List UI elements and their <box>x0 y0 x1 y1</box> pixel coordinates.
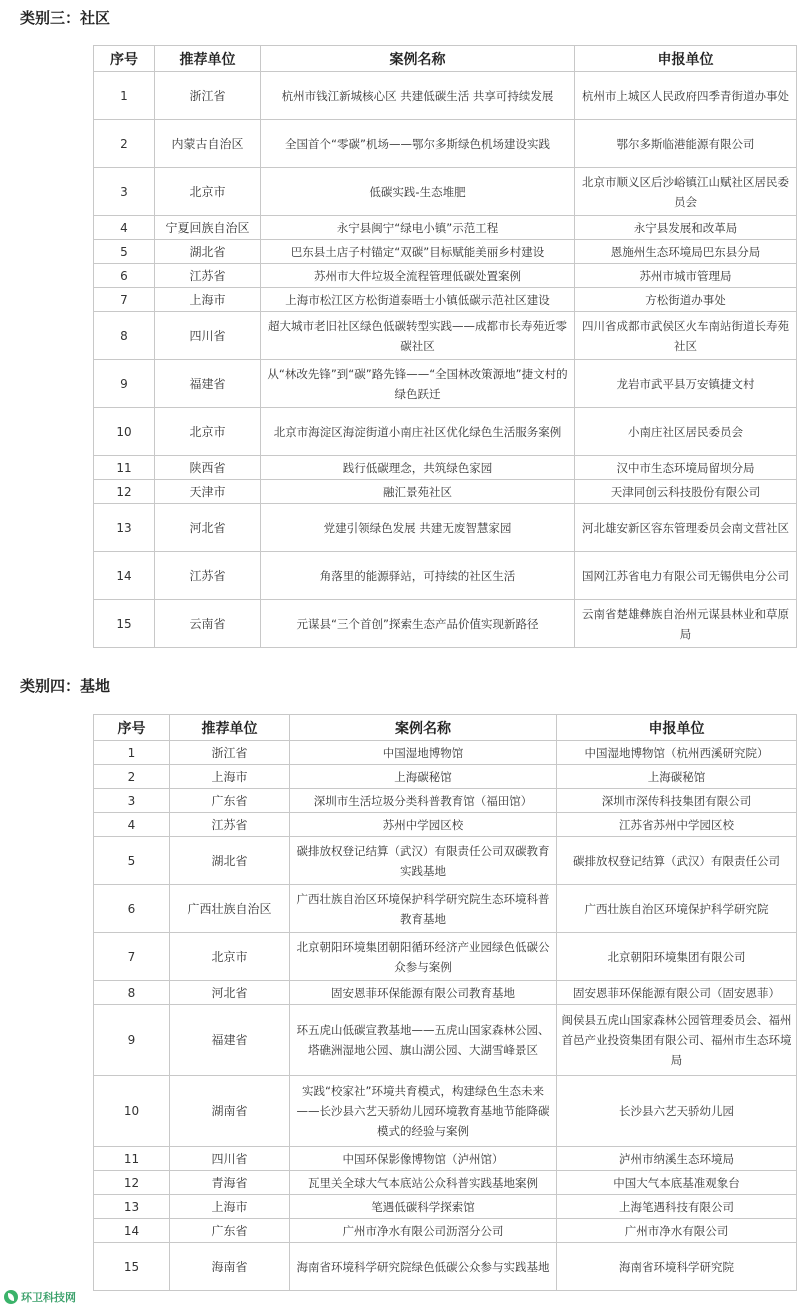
cell-case-name: 广西壮族自治区环境保护科学研究院生态环境科普教育基地 <box>290 885 557 933</box>
cell-recommender: 福建省 <box>170 1005 290 1076</box>
cell-applicant: 江苏省苏州中学园区校 <box>557 813 797 837</box>
table-row <box>94 600 797 648</box>
col-header-case-name: 案例名称 <box>261 46 575 72</box>
cell-applicant: 广州市净水有限公司 <box>557 1219 797 1243</box>
cell-index: 13 <box>94 1195 170 1219</box>
cell-recommender: 浙江省 <box>155 72 261 120</box>
cell-index: 3 <box>94 789 170 813</box>
cell-index: 9 <box>94 360 155 408</box>
cell-index: 14 <box>94 552 155 600</box>
cell-recommender: 四川省 <box>155 312 261 360</box>
table-row <box>94 552 797 600</box>
cell-recommender: 天津市 <box>155 480 261 504</box>
cell-applicant: 汉中市生态环境局留坝分局 <box>575 456 797 480</box>
cell-case-name: 杭州市钱江新城核心区 共建低碳生活 共享可持续发展 <box>261 72 575 120</box>
section-title-community: 类别三：社区 <box>20 9 111 27</box>
table-row <box>94 981 797 1005</box>
cell-applicant: 闽侯县五虎山国家森林公园管理委员会、福州首邑产业投资集团有限公司、福州市生态环境局 <box>557 1005 797 1076</box>
cell-index: 10 <box>94 408 155 456</box>
cell-recommender: 浙江省 <box>170 741 290 765</box>
table-row <box>94 933 797 981</box>
cell-applicant: 云南省楚雄彝族自治州元谋县林业和草原局 <box>575 600 797 648</box>
base-cases-table <box>93 714 797 1291</box>
cell-index: 1 <box>94 72 155 120</box>
cell-case-name: 笔遇低碳科学探索馆 <box>290 1195 557 1219</box>
cell-recommender: 江苏省 <box>155 264 261 288</box>
cell-recommender: 广东省 <box>170 789 290 813</box>
cell-case-name: 北京朝阳环境集团朝阳循环经济产业园绿色低碳公众参与案例 <box>290 933 557 981</box>
table-row <box>94 72 797 120</box>
cell-index: 6 <box>94 885 170 933</box>
cell-case-name: 环五虎山低碳宣教基地——五虎山国家森林公园、塔礁洲湿地公园、旗山湖公园、大湖雪峰景区 <box>290 1005 557 1076</box>
table-row <box>94 885 797 933</box>
table-row <box>94 1076 797 1147</box>
table-row <box>94 216 797 240</box>
cell-applicant: 广西壮族自治区环境保护科学研究院 <box>557 885 797 933</box>
cell-recommender: 上海市 <box>170 1195 290 1219</box>
cell-index: 4 <box>94 813 170 837</box>
cell-case-name: 超大城市老旧社区绿色低碳转型实践——成都市长寿苑近零碳社区 <box>261 312 575 360</box>
cell-case-name: 实践“校家社”环境共育模式，构建绿色生态未来 ——长沙县六艺天骄幼儿园环境教育基地节能降碳模式的经验与案例 <box>290 1076 557 1147</box>
table-row <box>94 741 797 765</box>
cell-recommender: 江苏省 <box>170 813 290 837</box>
cell-index: 7 <box>94 933 170 981</box>
col-header-applicant: 申报单位 <box>557 715 797 741</box>
cell-case-name: 北京市海淀区海淀街道小南庄社区优化绿色生活服务案例 <box>261 408 575 456</box>
col-header-index: 序号 <box>94 46 155 72</box>
cell-recommender: 湖北省 <box>155 240 261 264</box>
cell-recommender: 河北省 <box>170 981 290 1005</box>
cell-applicant: 国网江苏省电力有限公司无锡供电分公司 <box>575 552 797 600</box>
section-title-base: 类别四：基地 <box>20 677 111 695</box>
table-row <box>94 240 797 264</box>
cell-case-name: 巴东县土店子村锚定“双碳”目标赋能美丽乡村建设 <box>261 240 575 264</box>
cell-recommender: 内蒙古自治区 <box>155 120 261 168</box>
cell-index: 5 <box>94 837 170 885</box>
cell-index: 6 <box>94 264 155 288</box>
cell-index: 11 <box>94 456 155 480</box>
cell-recommender: 广西壮族自治区 <box>170 885 290 933</box>
cell-index: 5 <box>94 240 155 264</box>
cell-index: 9 <box>94 1005 170 1076</box>
cell-index: 4 <box>94 216 155 240</box>
cell-case-name: 低碳实践-生态堆肥 <box>261 168 575 216</box>
table-row <box>94 813 797 837</box>
table-row <box>94 312 797 360</box>
cell-recommender: 云南省 <box>155 600 261 648</box>
table-row <box>94 1219 797 1243</box>
cell-applicant: 北京朝阳环境集团有限公司 <box>557 933 797 981</box>
cell-case-name: 永宁县闽宁“绿电小镇”示范工程 <box>261 216 575 240</box>
table-header-row <box>94 46 797 72</box>
community-cases-table <box>93 45 797 648</box>
cell-case-name: 海南省环境科学研究院绿色低碳公众参与实践基地 <box>290 1243 557 1291</box>
col-header-recommender: 推荐单位 <box>155 46 261 72</box>
cell-applicant: 鄂尔多斯临港能源有限公司 <box>575 120 797 168</box>
cell-applicant: 北京市顺义区后沙峪镇江山赋社区居民委员会 <box>575 168 797 216</box>
cell-case-name: 中国环保影像博物馆（泸州馆） <box>290 1147 557 1171</box>
col-header-applicant: 申报单位 <box>575 46 797 72</box>
cell-applicant: 苏州市城市管理局 <box>575 264 797 288</box>
cell-recommender: 广东省 <box>170 1219 290 1243</box>
cell-case-name: 融汇景苑社区 <box>261 480 575 504</box>
cell-applicant: 固安恩菲环保能源有限公司（固安恩菲） <box>557 981 797 1005</box>
cell-recommender: 北京市 <box>155 408 261 456</box>
table-row <box>94 1243 797 1291</box>
table-row <box>94 456 797 480</box>
cell-index: 11 <box>94 1147 170 1171</box>
cell-index: 3 <box>94 168 155 216</box>
cell-index: 15 <box>94 600 155 648</box>
table-row <box>94 1005 797 1076</box>
cell-applicant: 上海碳秘馆 <box>557 765 797 789</box>
cell-index: 8 <box>94 981 170 1005</box>
cell-applicant: 方松街道办事处 <box>575 288 797 312</box>
cell-recommender: 北京市 <box>155 168 261 216</box>
cell-applicant: 上海笔遇科技有限公司 <box>557 1195 797 1219</box>
cell-applicant: 河北雄安新区容东管理委员会南文营社区 <box>575 504 797 552</box>
cell-recommender: 北京市 <box>170 933 290 981</box>
table-row <box>94 504 797 552</box>
cell-applicant: 永宁县发展和改革局 <box>575 216 797 240</box>
cell-case-name: 践行低碳理念，共筑绿色家园 <box>261 456 575 480</box>
table-row <box>94 1171 797 1195</box>
cell-applicant: 四川省成都市武侯区火车南站街道长寿苑社区 <box>575 312 797 360</box>
cell-case-name: 上海碳秘馆 <box>290 765 557 789</box>
cell-recommender: 福建省 <box>155 360 261 408</box>
cell-index: 12 <box>94 1171 170 1195</box>
cell-case-name: 上海市松江区方松街道泰晤士小镇低碳示范社区建设 <box>261 288 575 312</box>
watermark-text: 环卫科技网 <box>21 1291 76 1304</box>
cell-recommender: 上海市 <box>170 765 290 789</box>
cell-case-name: 深圳市生活垃圾分类科普教育馆（福田馆） <box>290 789 557 813</box>
table-body <box>94 72 797 648</box>
cell-case-name: 瓦里关全球大气本底站公众科普实践基地案例 <box>290 1171 557 1195</box>
table-row <box>94 765 797 789</box>
table-body <box>94 741 797 1291</box>
table-row <box>94 360 797 408</box>
cell-applicant: 小南庄社区居民委员会 <box>575 408 797 456</box>
cell-recommender: 海南省 <box>170 1243 290 1291</box>
cell-index: 13 <box>94 504 155 552</box>
table-row <box>94 264 797 288</box>
col-header-recommender: 推荐单位 <box>170 715 290 741</box>
table-row <box>94 789 797 813</box>
cell-recommender: 湖南省 <box>170 1076 290 1147</box>
cell-applicant: 中国湿地博物馆（杭州西溪研究院） <box>557 741 797 765</box>
cell-recommender: 陕西省 <box>155 456 261 480</box>
table-row <box>94 1147 797 1171</box>
cell-case-name: 党建引领绿色发展 共建无废智慧家园 <box>261 504 575 552</box>
cell-case-name: 苏州中学园区校 <box>290 813 557 837</box>
cell-index: 10 <box>94 1076 170 1147</box>
cell-case-name: 苏州市大件垃圾全流程管理低碳处置案例 <box>261 264 575 288</box>
cell-applicant: 泸州市纳溪生态环境局 <box>557 1147 797 1171</box>
cell-applicant: 中国大气本底基准观象台 <box>557 1171 797 1195</box>
cell-case-name: 固安恩菲环保能源有限公司教育基地 <box>290 981 557 1005</box>
cell-index: 1 <box>94 741 170 765</box>
cell-applicant: 龙岩市武平县万安镇捷文村 <box>575 360 797 408</box>
cell-applicant: 长沙县六艺天骄幼儿园 <box>557 1076 797 1147</box>
cell-applicant: 海南省环境科学研究院 <box>557 1243 797 1291</box>
cell-index: 15 <box>94 1243 170 1291</box>
cell-case-name: 碳排放权登记结算（武汉）有限责任公司双碳教育实践基地 <box>290 837 557 885</box>
cell-recommender: 湖北省 <box>170 837 290 885</box>
leaf-logo-icon <box>4 1290 18 1304</box>
cell-applicant: 恩施州生态环境局巴东县分局 <box>575 240 797 264</box>
watermark-logo <box>4 1289 76 1305</box>
col-header-index: 序号 <box>94 715 170 741</box>
cell-applicant: 碳排放权登记结算（武汉）有限责任公司 <box>557 837 797 885</box>
table-header-row <box>94 715 797 741</box>
cell-case-name: 广州市净水有限公司沥滘分公司 <box>290 1219 557 1243</box>
cell-case-name: 全国首个“零碳”机场——鄂尔多斯绿色机场建设实践 <box>261 120 575 168</box>
cell-case-name: 元谋县“三个首创”探索生态产品价值实现新路径 <box>261 600 575 648</box>
cell-index: 2 <box>94 120 155 168</box>
cell-case-name: 角落里的能源驿站，可持续的社区生活 <box>261 552 575 600</box>
col-header-case-name: 案例名称 <box>290 715 557 741</box>
table-row <box>94 837 797 885</box>
cell-index: 12 <box>94 480 155 504</box>
cell-applicant: 天津同创云科技股份有限公司 <box>575 480 797 504</box>
cell-case-name: 中国湿地博物馆 <box>290 741 557 765</box>
table-row <box>94 168 797 216</box>
table-row <box>94 480 797 504</box>
cell-recommender: 四川省 <box>170 1147 290 1171</box>
cell-index: 7 <box>94 288 155 312</box>
cell-index: 8 <box>94 312 155 360</box>
table-row <box>94 408 797 456</box>
cell-recommender: 河北省 <box>155 504 261 552</box>
table-row <box>94 120 797 168</box>
cell-index: 14 <box>94 1219 170 1243</box>
table-row <box>94 1195 797 1219</box>
cell-recommender: 青海省 <box>170 1171 290 1195</box>
cell-recommender: 上海市 <box>155 288 261 312</box>
cell-applicant: 杭州市上城区人民政府四季青街道办事处 <box>575 72 797 120</box>
table-row <box>94 288 797 312</box>
cell-index: 2 <box>94 765 170 789</box>
cell-recommender: 江苏省 <box>155 552 261 600</box>
cell-applicant: 深圳市深传科技集团有限公司 <box>557 789 797 813</box>
cell-recommender: 宁夏回族自治区 <box>155 216 261 240</box>
cell-case-name: 从“林改先锋”到“碳”路先锋——“全国林改策源地”捷文村的绿色跃迁 <box>261 360 575 408</box>
